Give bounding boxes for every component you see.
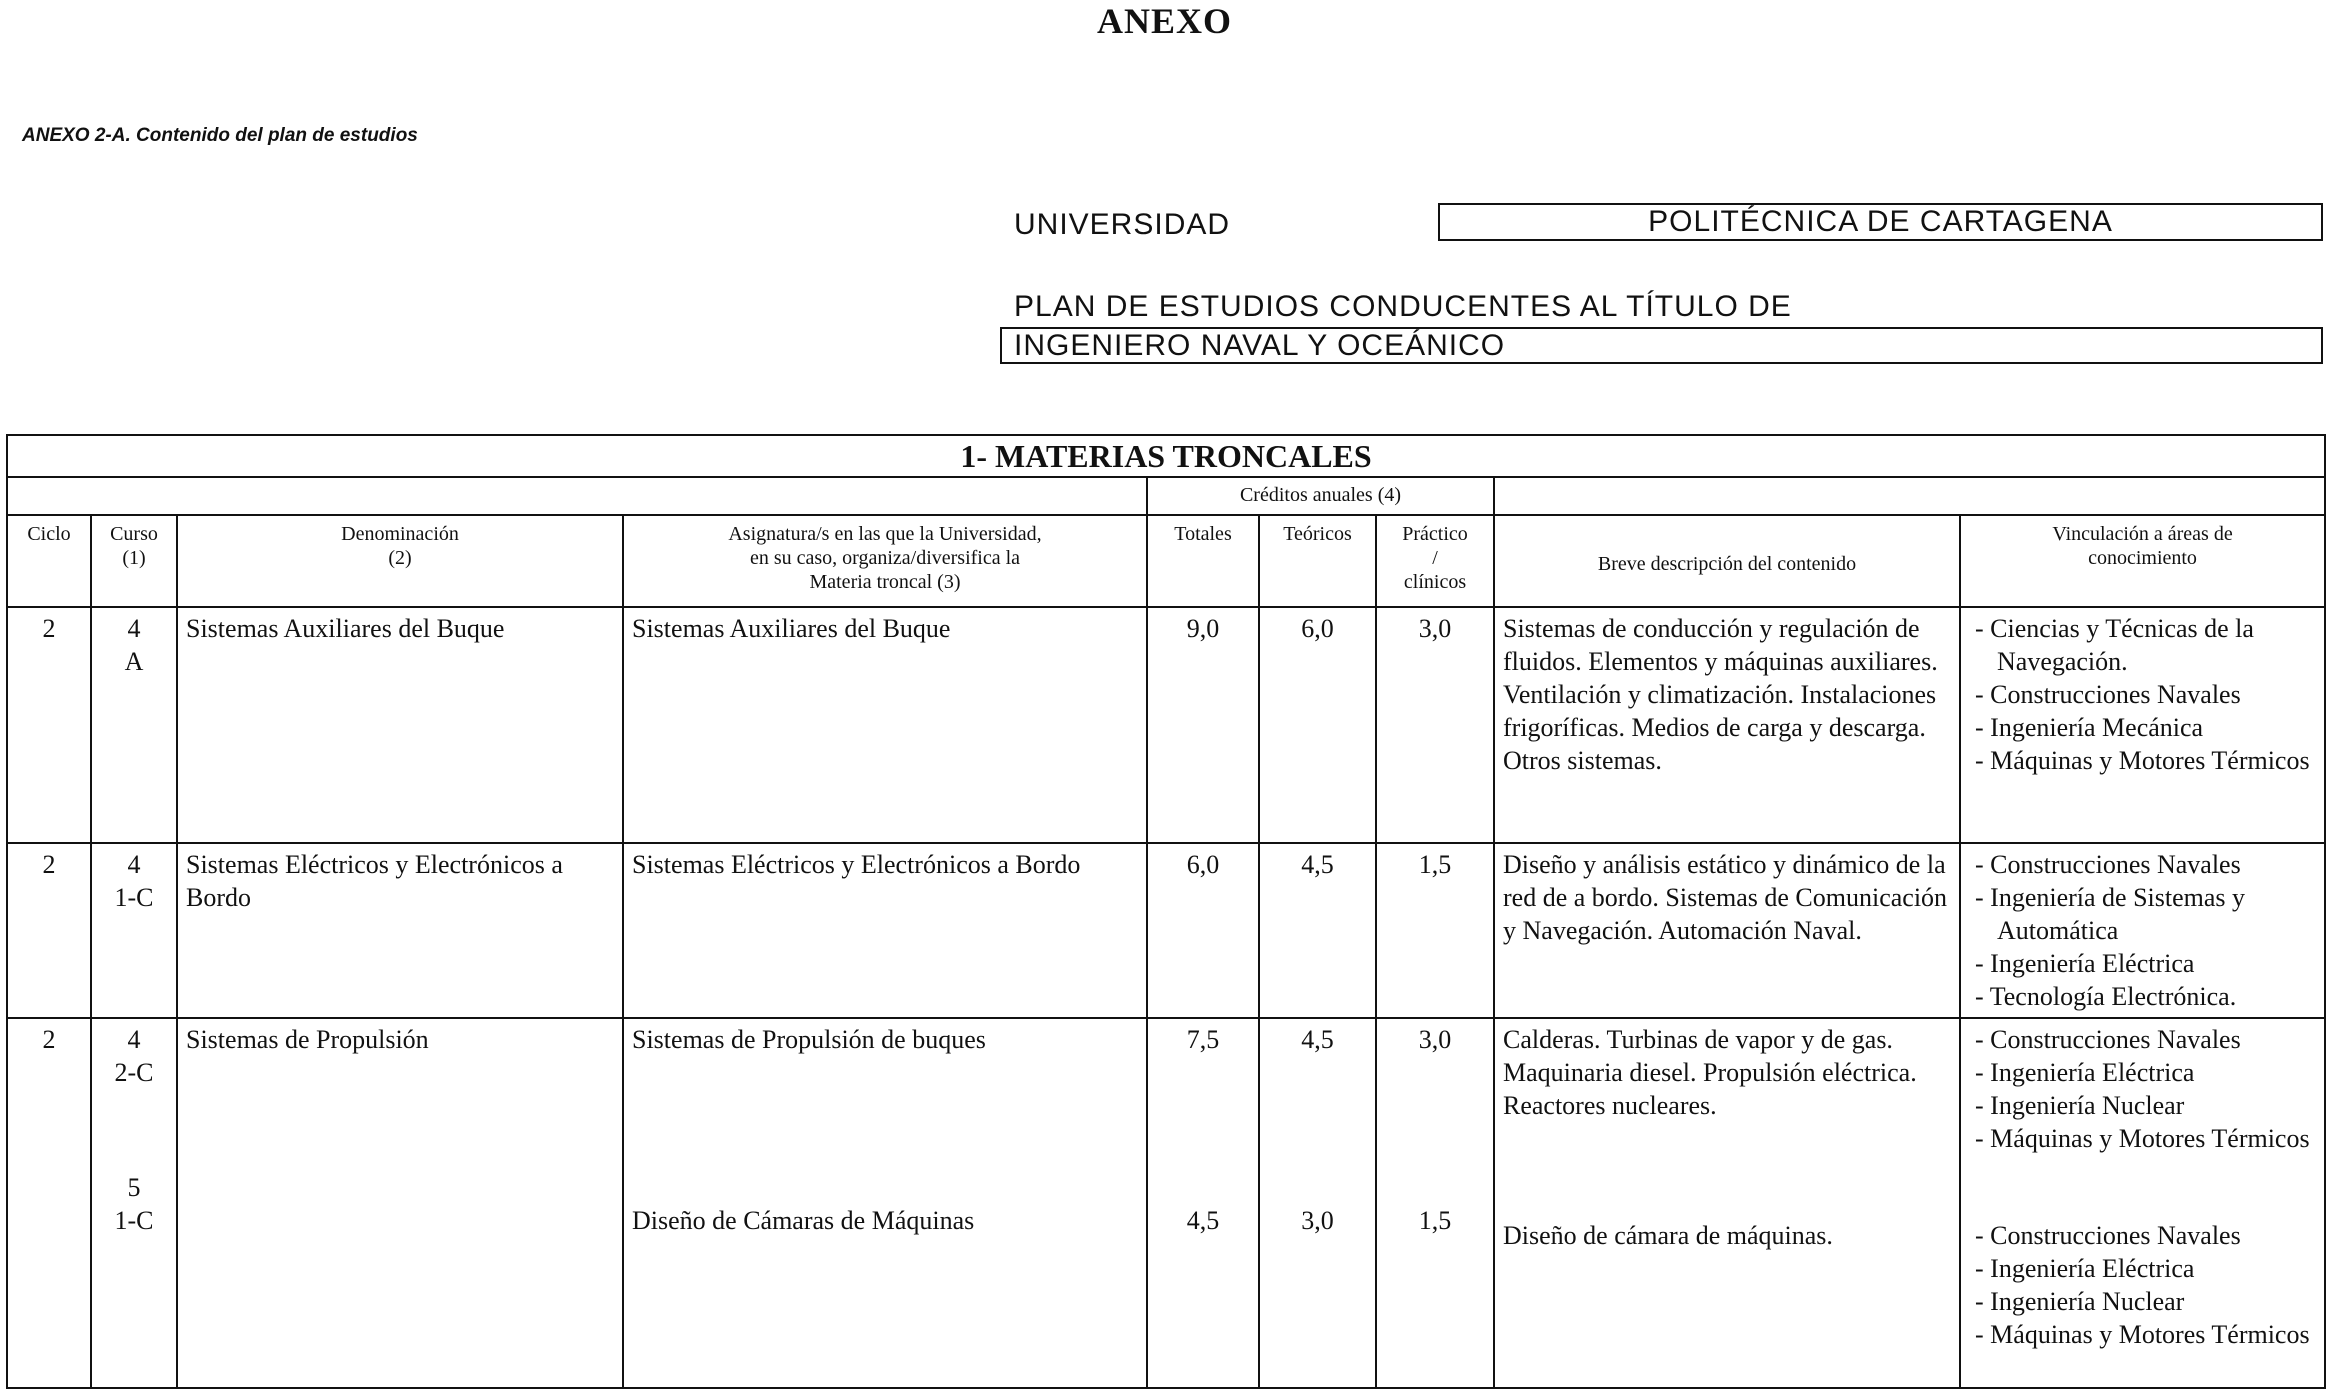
area-item: - Construcciones Navales [1969, 1023, 2316, 1056]
area-item: - Ingeniería Nuclear [1969, 1089, 2316, 1122]
col-descripcion: Breve descripción del contenido [1494, 515, 1960, 607]
col-totales: Totales [1147, 515, 1259, 607]
denominacion-cell: Sistemas de Propulsión [177, 1018, 623, 1388]
area-item: - Ingeniería Mecánica [1969, 711, 2316, 744]
col-practicos: Práctico / clínicos [1376, 515, 1494, 607]
col-vinculacion: Vinculación a áreas de conocimiento [1960, 515, 2325, 607]
col-ciclo: Ciclo [7, 515, 91, 607]
area-item: - Construcciones Navales [1969, 848, 2316, 881]
ciclo-cell: 2 [7, 843, 91, 1018]
table-row [7, 843, 2325, 1018]
descripcion-cell: Diseño y análisis estático y dinámico de la red de a bordo. Sistemas de Comunicación y Navegación. Automación Naval. [1494, 843, 1960, 1018]
table-row [7, 1018, 2325, 1388]
teoricos-cell: 6,0 [1259, 607, 1376, 843]
table-row [7, 607, 2325, 843]
curso-cell: 4 2-C 5 1-C [91, 1018, 177, 1388]
asignatura-cell: Sistemas Eléctricos y Electrónicos a Bordo [623, 843, 1147, 1018]
areas-cell [1960, 843, 2325, 1018]
denominacion-cell: Sistemas Auxiliares del Buque [177, 607, 623, 843]
area-item: - Ingeniería de Sistemas y Automática [1969, 881, 2316, 947]
area-item: - Ingeniería Nuclear [1969, 1285, 2316, 1318]
university-name-box: POLITÉCNICA DE CARTAGENA [1438, 203, 2323, 241]
col-denominacion: Denominación (2) [177, 515, 623, 607]
area-item: - Construcciones Navales [1969, 1219, 2316, 1252]
teoricos-cell: 4,5 3,0 [1259, 1018, 1376, 1388]
area-item: - Tecnología Electrónica. [1969, 980, 2316, 1013]
credits-header: Créditos anuales (4) [1147, 477, 1494, 515]
university-label: UNIVERSIDAD [1014, 208, 1231, 241]
materias-troncales-table [6, 434, 2326, 1389]
area-item: - Ingeniería Eléctrica [1969, 1056, 2316, 1089]
asignatura-cell: Sistemas Auxiliares del Buque [623, 607, 1147, 843]
area-item: - Máquinas y Motores Térmicos [1969, 1122, 2316, 1155]
practicos-cell: 3,0 1,5 [1376, 1018, 1494, 1388]
degree-name-box: INGENIERO NAVAL Y OCEÁNICO [1000, 327, 2323, 364]
section-title: 1- MATERIAS TRONCALES [7, 435, 2325, 477]
plan-label: PLAN DE ESTUDIOS CONDUCENTES AL TÍTULO DE [1014, 290, 1792, 323]
denominacion-cell: Sistemas Eléctricos y Electrónicos a Bordo [177, 843, 623, 1018]
descripcion-cell: Calderas. Turbinas de vapor y de gas. Maquinaria diesel. Propulsión eléctrica. Reactores nucleares. Diseño de cámara de máquinas. [1494, 1018, 1960, 1388]
col-teoricos: Teóricos [1259, 515, 1376, 607]
area-item: - Máquinas y Motores Térmicos [1969, 1318, 2316, 1351]
area-item: - Ciencias y Técnicas de la Navegación. [1969, 612, 2316, 678]
practicos-cell: 1,5 [1376, 843, 1494, 1018]
col-curso: Curso (1) [91, 515, 177, 607]
areas-cell [1960, 607, 2325, 843]
area-item: - Máquinas y Motores Térmicos [1969, 744, 2316, 777]
ciclo-cell: 2 [7, 1018, 91, 1388]
totales-cell: 6,0 [1147, 843, 1259, 1018]
annex-subtitle: ANEXO 2-A. Contenido del plan de estudios [22, 125, 418, 146]
page-title: ANEXO [1096, 1, 1232, 41]
area-item: - Ingeniería Eléctrica [1969, 947, 2316, 980]
col-asignatura: Asignatura/s en las que la Universidad, en su caso, organiza/diversifica la Materia troncal (3) [623, 515, 1147, 607]
curso-cell: 4 1-C [91, 843, 177, 1018]
curso-cell: 4 A [91, 607, 177, 843]
totales-cell: 9,0 [1147, 607, 1259, 843]
descripcion-cell: Sistemas de conducción y regulación de fluidos. Elementos y máquinas auxiliares. Ventilación y climatización. Instalaciones frigoríficas. Medios de carga y descarga. Otros sistemas. [1494, 607, 1960, 843]
areas-cell [1960, 1018, 2325, 1388]
header-spacer [7, 477, 1147, 515]
ciclo-cell: 2 [7, 607, 91, 843]
column-header-row [7, 515, 2325, 607]
practicos-cell: 3,0 [1376, 607, 1494, 843]
totales-cell: 7,5 4,5 [1147, 1018, 1259, 1388]
asignatura-cell: Sistemas de Propulsión de buques Diseño de Cámaras de Máquinas [623, 1018, 1147, 1388]
header-spacer-right [1494, 477, 2325, 515]
area-item: - Ingeniería Eléctrica [1969, 1252, 2316, 1285]
teoricos-cell: 4,5 [1259, 843, 1376, 1018]
area-item: - Construcciones Navales [1969, 678, 2316, 711]
